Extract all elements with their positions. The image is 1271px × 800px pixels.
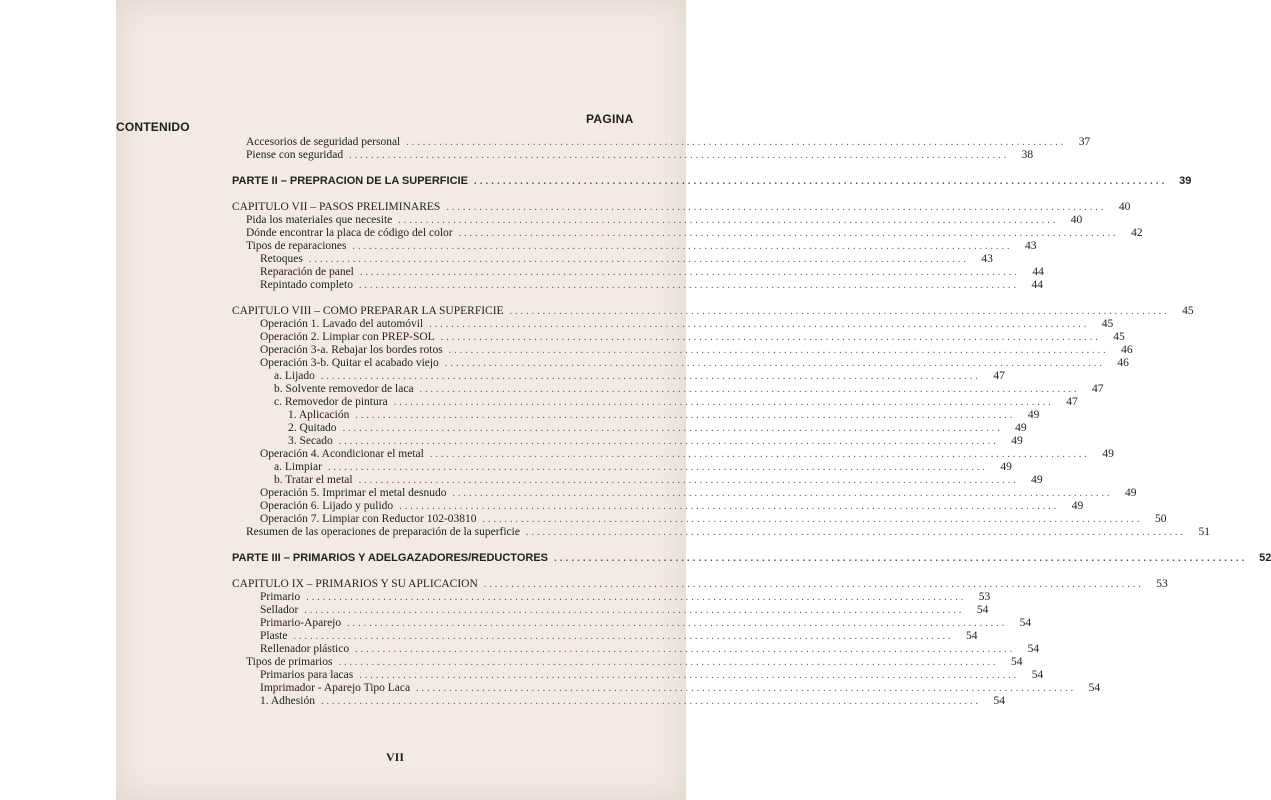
toc-entry-title: Primarios para lacas — [260, 669, 354, 681]
toc-entry-page: 54 — [993, 695, 1005, 707]
page-number: VII — [386, 750, 405, 764]
toc-entry-page: 54 — [1019, 617, 1032, 629]
contents-heading: CONTENIDO — [116, 120, 190, 134]
toc-entry-page: 54 — [1027, 643, 1040, 655]
toc-entry-title: Operación 2. Limpiar con PREP-SOL — [260, 331, 435, 343]
toc-entry-title: a. Limpiar — [274, 461, 322, 473]
dot-leader: ........................................................................................................................ — [347, 618, 1008, 629]
toc-entry-page: 54 — [1031, 669, 1044, 681]
dot-leader: ........................................................................................................................ — [342, 423, 1003, 434]
toc-entry — [232, 435, 1023, 448]
dot-leader: ........................................................................................................................ — [554, 553, 1248, 564]
toc-entry-page: 54 — [965, 630, 978, 642]
toc-entry-page: 43 — [1025, 240, 1037, 252]
dot-leader: ........................................................................................................................ — [359, 670, 1020, 681]
toc-entry-title: Repintado completo — [260, 279, 353, 291]
toc-entry — [232, 487, 1137, 500]
toc-entry-title: Imprimador - Aparejo Tipo Laca — [260, 682, 411, 694]
toc-entry-page: 49 — [1125, 487, 1137, 499]
toc-entry — [232, 526, 1210, 539]
toc-entry-title: Primario-Aparejo — [260, 617, 342, 629]
toc-entry-page: 44 — [1031, 279, 1043, 291]
toc-entry-page: 54 — [1088, 682, 1101, 694]
toc-entry-title: Operación 3-b. Quitar el acabado viejo — [260, 357, 439, 369]
table-of-contents — [232, 136, 1271, 708]
toc-entry-page: 44 — [1032, 266, 1044, 278]
toc-entry-title: Operación 3-a. Rebajar los bordes rotos — [260, 344, 443, 356]
toc-entry — [232, 136, 1091, 149]
dot-leader: ........................................................................................................................ — [306, 592, 967, 603]
section-gap — [232, 292, 630, 305]
toc-entry-title: b. Tratar el metal — [274, 474, 353, 486]
toc-entry-page: 49 — [1027, 409, 1040, 421]
toc-entry-page: 53 — [1156, 578, 1168, 590]
toc-entry-title: Retoques — [260, 253, 303, 265]
toc-entry-page: 53 — [978, 591, 991, 603]
dot-leader: ........................................................................................................................ — [349, 150, 1010, 161]
toc-entry — [232, 279, 1043, 292]
dot-leader: ........................................................................................................................ — [444, 358, 1105, 369]
dot-leader: ........................................................................................................................ — [352, 241, 1013, 252]
toc-entry-title: CAPITULO VII – PASOS PRELIMINARES — [232, 201, 441, 213]
toc-entry-page: 46 — [1117, 357, 1129, 369]
toc-entry-page: 47 — [1092, 383, 1104, 395]
toc-entry-title: Resumen de las operaciones de preparación de la superficie — [246, 526, 520, 538]
toc-entry — [232, 409, 1040, 422]
toc-entry-title: Tipos de primarios — [246, 656, 333, 668]
toc-entry-page: 54 — [1010, 656, 1023, 668]
toc-entry-page: 42 — [1131, 227, 1143, 239]
section-gap — [232, 539, 630, 552]
toc-entry-title: Dónde encontrar la placa de código del color — [246, 227, 453, 239]
toc-entry-title: Rellenador plástico — [260, 643, 350, 655]
dot-leader: ........................................................................................................................ — [473, 176, 1168, 187]
toc-entry-page: 45 — [1113, 331, 1125, 343]
toc-entry-page: 39 — [1179, 175, 1192, 187]
toc-entry-page: 37 — [1078, 136, 1091, 148]
dot-leader: ........................................................................................................................ — [482, 514, 1143, 525]
toc-entry — [232, 214, 1083, 227]
toc-entry-title: 3. Secado — [288, 435, 333, 447]
dot-leader: ........................................................................................................................ — [483, 579, 1144, 590]
toc-entry-title: 1. Adhesión — [260, 695, 315, 707]
toc-entry-title: Accesorios de seguridad personal — [246, 136, 401, 148]
toc-entry-title: Reparación de panel — [260, 266, 354, 278]
dot-leader: ........................................................................................................................ — [525, 527, 1186, 538]
toc-entry-page: 49 — [1071, 500, 1084, 512]
toc-entry-title: PARTE II – PREPRACION DE LA SUPERFICIE — [232, 175, 468, 187]
toc-entry — [232, 357, 1129, 370]
section-gap — [232, 188, 630, 201]
toc-entry — [232, 695, 1005, 708]
dot-leader: ........................................................................................................................ — [446, 202, 1107, 213]
toc-entry-title: CAPITULO IX – PRIMARIOS Y SU APLICACION — [232, 578, 478, 590]
toc-entry-page: 52 — [1259, 552, 1271, 564]
toc-entry — [232, 201, 1131, 214]
toc-entry — [232, 578, 1168, 591]
toc-entry-page: 49 — [1015, 422, 1027, 434]
dot-leader: ........................................................................................................................ — [320, 371, 981, 382]
toc-entry — [232, 500, 1084, 513]
toc-entry-title: Operación 7. Limpiar con Reductor 102-03810 — [260, 513, 477, 525]
toc-entry-page: 47 — [1066, 396, 1078, 408]
dot-leader: ........................................................................................................................ — [320, 696, 981, 707]
toc-entry-page: 45 — [1101, 318, 1114, 330]
toc-entry-title: Plaste — [260, 630, 288, 642]
toc-entry — [232, 669, 1044, 682]
dot-leader: ........................................................................................................................ — [359, 267, 1020, 278]
toc-entry-title: Primario — [260, 591, 301, 603]
toc-entry — [232, 305, 1194, 318]
toc-entry — [232, 422, 1027, 435]
toc-entry-title: CAPITULO VIII – COMO PREPARAR LA SUPERFICIE — [232, 305, 504, 317]
toc-entry-page: 40 — [1070, 214, 1083, 226]
toc-entry-title: PARTE III – PRIMARIOS Y ADELGAZADORES/REDUCTORES — [232, 552, 548, 564]
toc-entry — [232, 643, 1040, 656]
toc-entry-title: 1. Aplicación — [288, 409, 350, 421]
toc-entry-page: 49 — [1011, 435, 1023, 447]
toc-entry — [232, 266, 1044, 279]
dot-leader: ........................................................................................................................ — [358, 475, 1019, 486]
toc-entry — [232, 656, 1023, 669]
toc-entry — [232, 513, 1167, 526]
toc-entry-page: 43 — [981, 253, 993, 265]
section-gap — [232, 162, 630, 175]
toc-entry-page: 51 — [1198, 526, 1210, 538]
toc-entry-title: Sellador — [260, 604, 299, 616]
toc-entry-title: Pida los materiales que necesite — [246, 214, 393, 226]
dot-leader: ........................................................................................................................ — [393, 397, 1054, 408]
toc-entry — [232, 630, 978, 643]
toc-entry-page: 50 — [1155, 513, 1167, 525]
toc-entry-page: 38 — [1021, 149, 1034, 161]
dot-leader: ........................................................................................................................ — [338, 436, 999, 447]
toc-entry — [232, 253, 993, 266]
toc-entry-title: Operación 4. Acondicionar el metal — [260, 448, 424, 460]
toc-entry — [232, 591, 991, 604]
toc-entry-page: 49 — [1000, 461, 1012, 473]
dot-leader: ........................................................................................................................ — [327, 462, 988, 473]
toc-entry — [232, 370, 1005, 383]
toc-entry-page: 49 — [1031, 474, 1043, 486]
toc-entry-page: 40 — [1118, 201, 1131, 213]
toc-entry-title: c. Removedor de pintura — [274, 396, 388, 408]
dot-leader: ........................................................................................................................ — [509, 306, 1170, 317]
toc-entry-title: Operación 6. Lijado y pulido — [260, 500, 394, 512]
toc-entry-title: 2. Quitado — [288, 422, 337, 434]
section-gap — [232, 565, 630, 578]
toc-entry — [232, 227, 1143, 240]
page-column-heading: PAGINA — [586, 112, 634, 126]
dot-leader: ........................................................................................................................ — [429, 319, 1090, 330]
toc-entry — [232, 461, 1012, 474]
dot-leader: ........................................................................................................................ — [448, 345, 1109, 356]
toc-entry-page: 49 — [1102, 448, 1114, 460]
toc-entry — [232, 344, 1133, 357]
toc-entry — [232, 448, 1114, 461]
dot-leader: ........................................................................................................................ — [452, 488, 1113, 499]
toc-entry — [232, 474, 1043, 487]
toc-entry — [232, 682, 1101, 695]
toc-entry — [232, 149, 1034, 162]
dot-leader: ........................................................................................................................ — [398, 215, 1059, 226]
dot-leader: ........................................................................................................................ — [458, 228, 1119, 239]
toc-entry — [232, 318, 1114, 331]
dot-leader: ........................................................................................................................ — [358, 280, 1019, 291]
toc-entry-page: 45 — [1182, 305, 1194, 317]
toc-entry — [232, 604, 989, 617]
toc-entry — [232, 383, 1104, 396]
toc-entry — [232, 617, 1032, 630]
toc-entry-title: Tipos de reparaciones — [246, 240, 347, 252]
toc-entry — [232, 396, 1078, 409]
dot-leader: ........................................................................................................................ — [406, 137, 1067, 148]
dot-leader: ........................................................................................................................ — [355, 644, 1016, 655]
toc-entry-title: Operación 1. Lavado del automóvil — [260, 318, 424, 330]
toc-entry-page: 46 — [1121, 344, 1133, 356]
toc-entry-page: 54 — [976, 604, 989, 616]
dot-leader: ........................................................................................................................ — [399, 501, 1060, 512]
toc-entry-title: Piense con seguridad — [246, 149, 344, 161]
dot-leader: ........................................................................................................................ — [304, 605, 965, 616]
dot-leader: ........................................................................................................................ — [355, 410, 1016, 421]
toc-entry-title: b. Solvente removedor de laca — [274, 383, 414, 395]
toc-part-entry — [232, 552, 1271, 565]
dot-leader: ........................................................................................................................ — [440, 332, 1101, 343]
dot-leader: ........................................................................................................................ — [416, 683, 1077, 694]
dot-leader: ........................................................................................................................ — [429, 449, 1090, 460]
dot-leader: ........................................................................................................................ — [293, 631, 954, 642]
dot-leader: ........................................................................................................................ — [338, 657, 999, 668]
dot-leader: ........................................................................................................................ — [419, 384, 1080, 395]
toc-entry-page: 47 — [993, 370, 1005, 382]
dot-leader: ........................................................................................................................ — [308, 254, 969, 265]
toc-entry-title: Operación 5. Imprimar el metal desnudo — [260, 487, 447, 499]
toc-entry — [232, 240, 1037, 253]
toc-part-entry — [232, 175, 1192, 188]
toc-entry — [232, 331, 1125, 344]
toc-entry-title: a. Lijado — [274, 370, 315, 382]
